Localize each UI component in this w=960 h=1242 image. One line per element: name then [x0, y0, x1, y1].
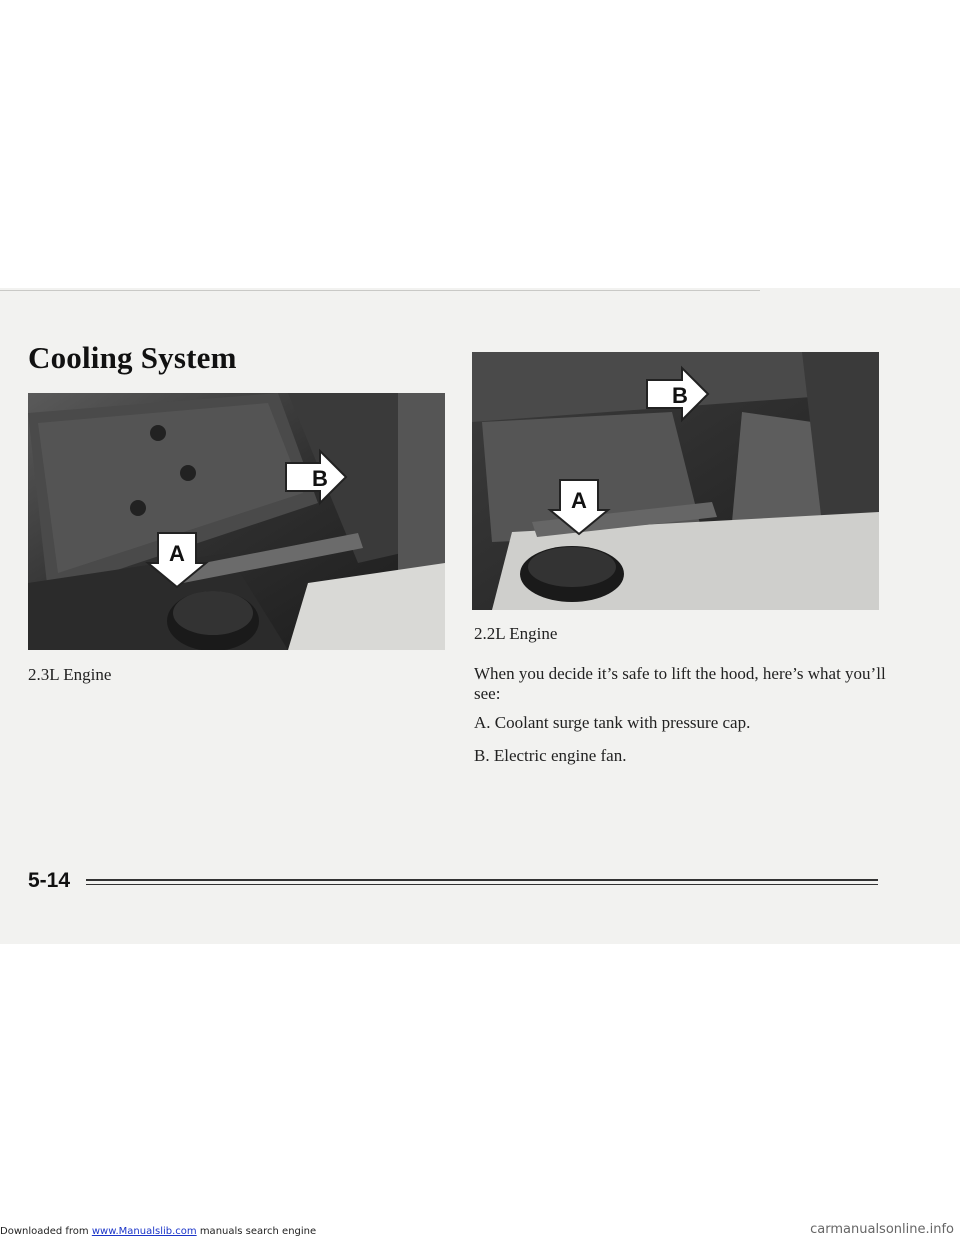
- list-item-b: B. Electric engine fan.: [474, 746, 627, 765]
- label-a: A: [169, 541, 185, 566]
- label-b: B: [672, 383, 688, 408]
- label-a: A: [571, 488, 587, 513]
- list-item-a: A. Coolant surge tank with pressure cap.: [474, 713, 751, 732]
- download-notice: Downloaded from www.Manualslib.com manuals search engine: [0, 1226, 317, 1237]
- watermark-text: carmanualsonline.info: [810, 1222, 954, 1237]
- section-title: Cooling System: [28, 340, 237, 375]
- manualslib-link[interactable]: www.Manualslib.com: [91, 1226, 197, 1237]
- label-b: B: [312, 466, 328, 491]
- page-number: 5-14: [28, 869, 71, 892]
- intro-paragraph: When you decide it’s safe to lift the hood, here’s what you’ll see:: [474, 664, 886, 703]
- footer-rule: [86, 879, 878, 881]
- footer-rule-thin: [86, 884, 878, 885]
- engine-photo-2-2l: [472, 352, 879, 610]
- caption-2-3l: 2.3L Engine: [28, 665, 112, 684]
- caption-2-2l: 2.2L Engine: [474, 624, 558, 643]
- engine-photo-2-3l: [28, 393, 445, 650]
- page-top-edge: [0, 290, 760, 291]
